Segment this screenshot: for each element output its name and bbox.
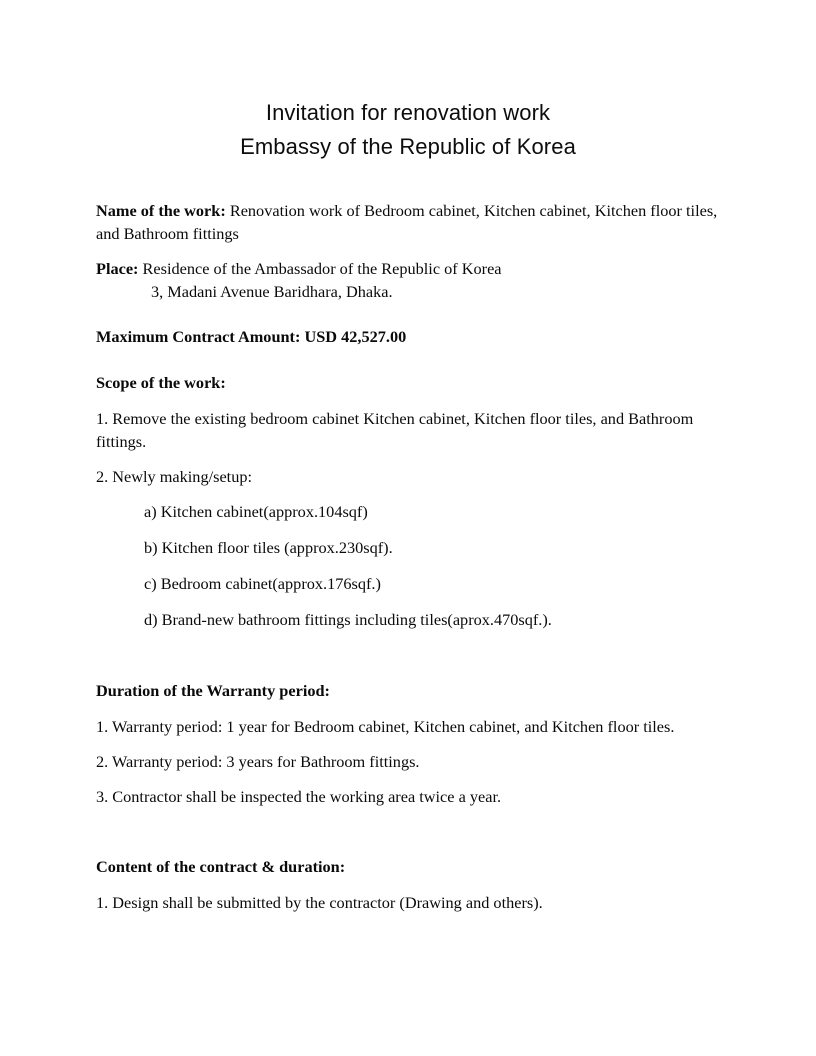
- place-value: Residence of the Ambassador of the Republic of Korea: [138, 259, 502, 278]
- place-paragraph: [96, 257, 722, 303]
- spacer-before-warranty: [96, 644, 722, 667]
- title-line-2: Embassy of the Republic of Korea: [240, 134, 576, 159]
- scope-item-2: 2. Newly making/setup:: [96, 467, 253, 486]
- scope-subitem-d: d) Brand-new bathroom fittings including tiles(aprox.470sqf.).: [144, 610, 552, 629]
- place-address-line: 3, Madani Avenue Baridhara, Dhaka.: [151, 282, 393, 301]
- name-of-work-value: Renovation work of Bedroom cabinet, Kitchen cabinet, Kitchen floor tiles, and Bathroom fittings: [96, 201, 718, 243]
- spacer-before-contract-content: [96, 820, 722, 843]
- title-line-1: Invitation for renovation work: [265, 100, 551, 125]
- scope-subitem-a: a) Kitchen cabinet(approx.104sqf): [144, 502, 368, 521]
- spacer-before-amount: [96, 315, 722, 325]
- warranty-item-1: 1. Warranty period: 1 year for Bedroom cabinet, Kitchen cabinet, and Kitchen floor tiles.: [96, 717, 675, 736]
- document-title: [0, 96, 816, 164]
- contract-content-heading: Content of the contract & duration:: [96, 857, 346, 876]
- warranty-item-2: 2. Warranty period: 3 years for Bathroom fittings.: [96, 752, 420, 771]
- scope-item-1: 1. Remove the existing bedroom cabinet Kitchen cabinet, Kitchen floor tiles, and Bathroom fittings.: [96, 409, 694, 451]
- contract-content-item-1: 1. Design shall be submitted by the contractor (Drawing and others).: [96, 893, 543, 912]
- max-contract-amount: Maximum Contract Amount: USD 42,527.00: [96, 327, 407, 346]
- spacer-before-scope: [96, 361, 722, 371]
- name-of-work-paragraph: [96, 199, 722, 245]
- warranty-heading: Duration of the Warranty period:: [96, 681, 330, 700]
- document-body: [96, 199, 722, 926]
- name-of-work-label: Name of the work:: [96, 201, 226, 220]
- place-label: Place:: [96, 259, 139, 278]
- scope-heading: Scope of the work:: [96, 373, 226, 392]
- scope-subitem-c: c) Bedroom cabinet(approx.176sqf.): [144, 574, 381, 593]
- scope-subitem-b: b) Kitchen floor tiles (approx.230sqf).: [144, 538, 393, 557]
- warranty-item-3: 3. Contractor shall be inspected the working area twice a year.: [96, 787, 502, 806]
